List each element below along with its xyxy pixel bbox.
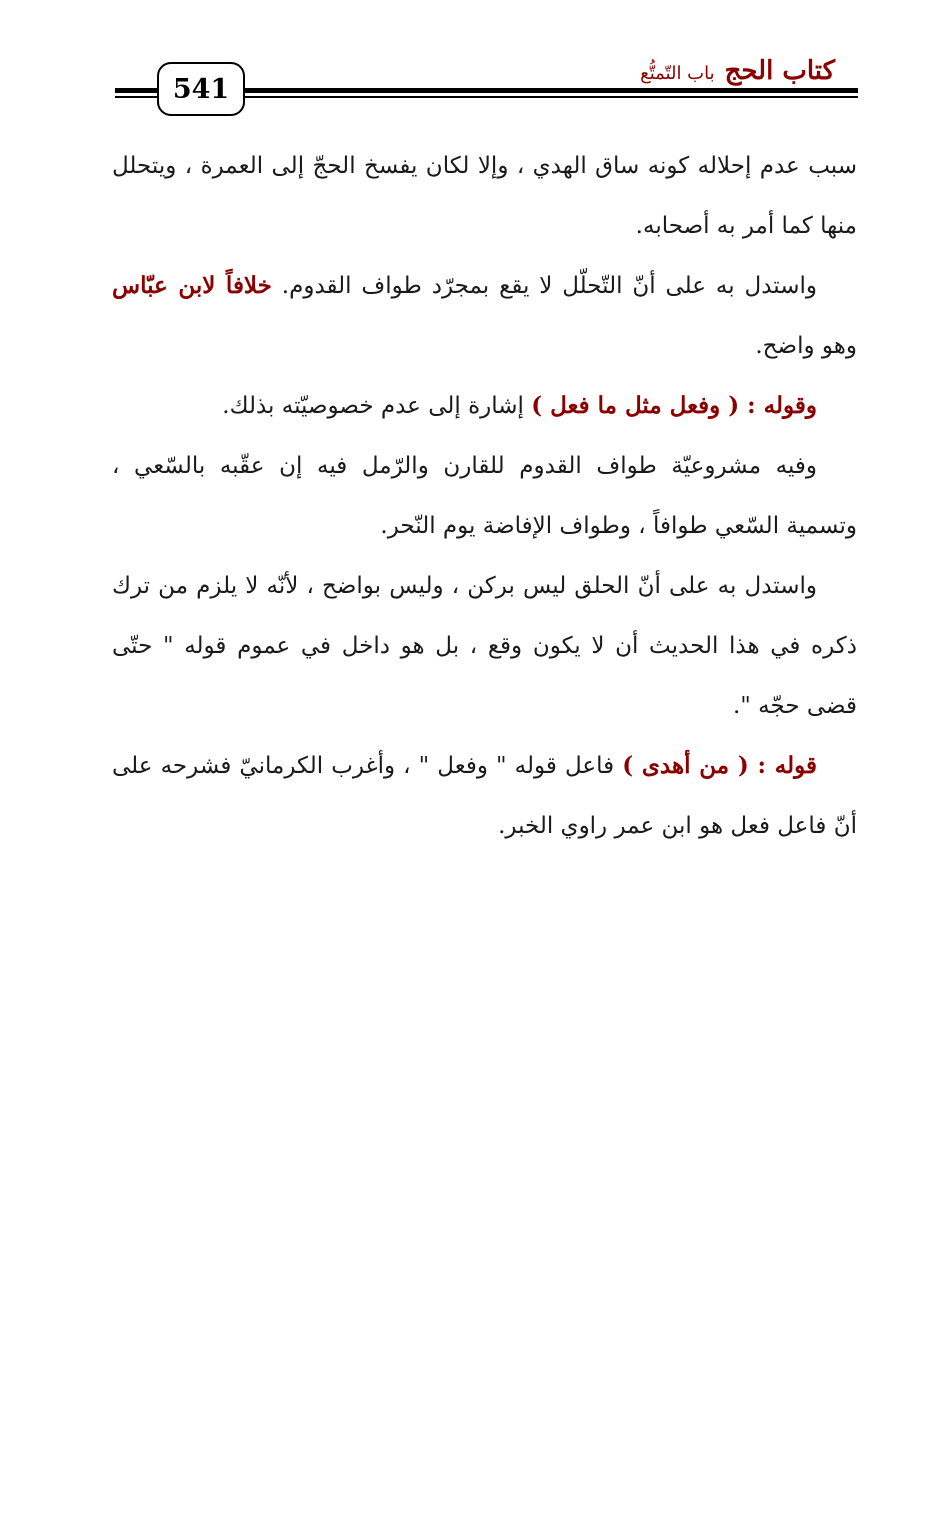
paragraph-6-highlight: قوله : ( من أهدى ) (622, 752, 818, 779)
paragraph-3 (112, 376, 857, 436)
page-body (112, 136, 857, 856)
paragraph-3-tail: إشارة إلى عدم خصوصيّته بذلك. (222, 393, 524, 419)
paragraph-1-text: سبب عدم إحلاله كونه ساق الهدي ، وإلا لكان يفسخ الحجّ إلى العمرة ، ويتحلل منها كما أمر به أصحابه. (112, 153, 857, 239)
paragraph-2-tail: وهو واضح. (755, 333, 857, 359)
paragraph-4 (112, 436, 857, 556)
paragraph-6 (112, 736, 857, 856)
paragraph-3-highlight: وقوله : ( وفعل مثل ما فعل ) (531, 392, 817, 419)
paragraph-2-text: واستدل به على أنّ التّحلّل لا يقع بمجرّد طواف القدوم. (281, 273, 818, 299)
paragraph-4-text: وفيه مشروعيّة طواف القدوم للقارن والرّمل فيه إن عقّبه بالسّعي ، وتسمية السّعي طوافاً ، وطواف الإفاضة يوم النّحر. (112, 453, 857, 539)
paragraph-5 (112, 556, 857, 736)
page-number: 541 (157, 62, 245, 116)
chapter-title: باب التّمتُّع (640, 63, 715, 84)
running-head (640, 56, 835, 88)
book-title: كتاب الحج (724, 56, 835, 86)
paragraph-2-highlight: خلافاً لابن عبّاس (112, 272, 272, 299)
paragraph-6-tail: فاعل قوله " وفعل " ، وأغرب الكرمانيّ فشرحه على أنّ فاعل فعل هو ابن عمر راوي الخبر. (112, 753, 857, 839)
page-header (0, 0, 945, 130)
paragraph-1 (112, 136, 857, 256)
paragraph-2 (112, 256, 857, 376)
paragraph-5-text: واستدل به على أنّ الحلق ليس بركن ، وليس بواضح ، لأنّه لا يلزم من ترك ذكره في هذا الحديث أن لا يكون وقع ، بل هو داخل في عموم قوله " حتّى قضى حجّه ". (112, 573, 857, 719)
